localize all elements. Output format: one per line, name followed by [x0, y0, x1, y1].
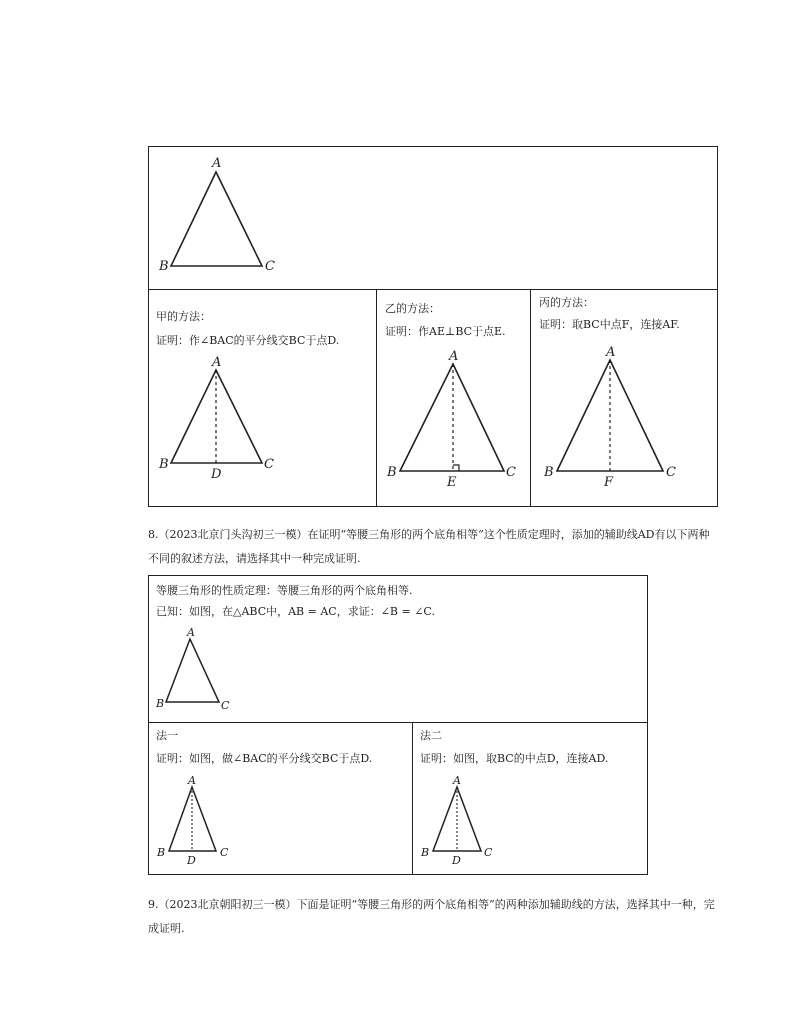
- vertex-c-label: C: [221, 699, 230, 712]
- vertex-a-label: A: [187, 626, 195, 639]
- vertex-a-label: A: [212, 355, 222, 370]
- vertex-b-label: B: [544, 465, 554, 480]
- vertex-b-label: B: [159, 259, 169, 274]
- vertex-b-label: B: [159, 457, 169, 472]
- vertex-a-label: A: [453, 774, 461, 787]
- theorem-statement: 等腰三角形的性质定理：等腰三角形的两个底角相等.: [156, 584, 413, 597]
- vertex-c-label: C: [484, 846, 493, 859]
- vertex-a-label: A: [188, 774, 196, 787]
- question-9-text: 9.（2023北京朝阳初三一模）下面是证明“等腰三角形的两个底角相等”的两种添加辅助线的方法，选择其中一种，完成证明.: [148, 898, 715, 935]
- given-statement: 已知：如图，在△ABC中，AB = AC，求证：∠B = ∠C.: [156, 605, 435, 618]
- vertex-c-label: C: [220, 846, 229, 859]
- method1-proof: 证明：如图，做∠BAC的平分线交BC于点D.: [156, 752, 373, 765]
- bing-method-proof: 证明：取BC中点F，连接AF.: [539, 318, 680, 331]
- method1-title: 法一: [156, 729, 178, 742]
- jia-method-proof: 证明：作∠BAC的平分线交BC于点D.: [156, 334, 340, 347]
- vertex-a-label: A: [606, 345, 616, 360]
- point-d-label: D: [187, 854, 196, 867]
- vertex-b-label: B: [156, 697, 165, 710]
- yi-method-proof: 证明：作AE⊥BC于点E.: [385, 325, 506, 338]
- vertex-b-label: B: [421, 846, 430, 859]
- point-d-label: D: [211, 467, 222, 482]
- vertex-b-label: B: [157, 846, 166, 859]
- question-8-text: 8.（2023北京门头沟初三一模）在证明“等腰三角形的两个底角相等”这个性质定理时，添加的辅助线AD有以下两种不同的叙述方法，请选择其中一种完成证明.: [148, 528, 710, 565]
- vertex-c-label: C: [506, 465, 516, 480]
- bing-method-title: 丙的方法：: [539, 296, 594, 309]
- point-f-label: F: [604, 475, 614, 490]
- yi-method-title: 乙的方法：: [385, 302, 440, 315]
- vertex-c-label: C: [666, 465, 676, 480]
- jia-method-title: 甲的方法：: [156, 310, 211, 323]
- method2-title: 法二: [420, 729, 442, 742]
- vertex-c-label: C: [265, 259, 275, 274]
- method2-proof: 证明：如图，取BC的中点D，连接AD.: [420, 752, 609, 765]
- vertex-a-label: A: [449, 349, 459, 364]
- point-d-label: D: [452, 854, 461, 867]
- vertex-b-label: B: [387, 465, 397, 480]
- vertex-a-label: A: [212, 156, 222, 171]
- vertex-c-label: C: [264, 457, 274, 472]
- point-e-label: E: [447, 475, 457, 490]
